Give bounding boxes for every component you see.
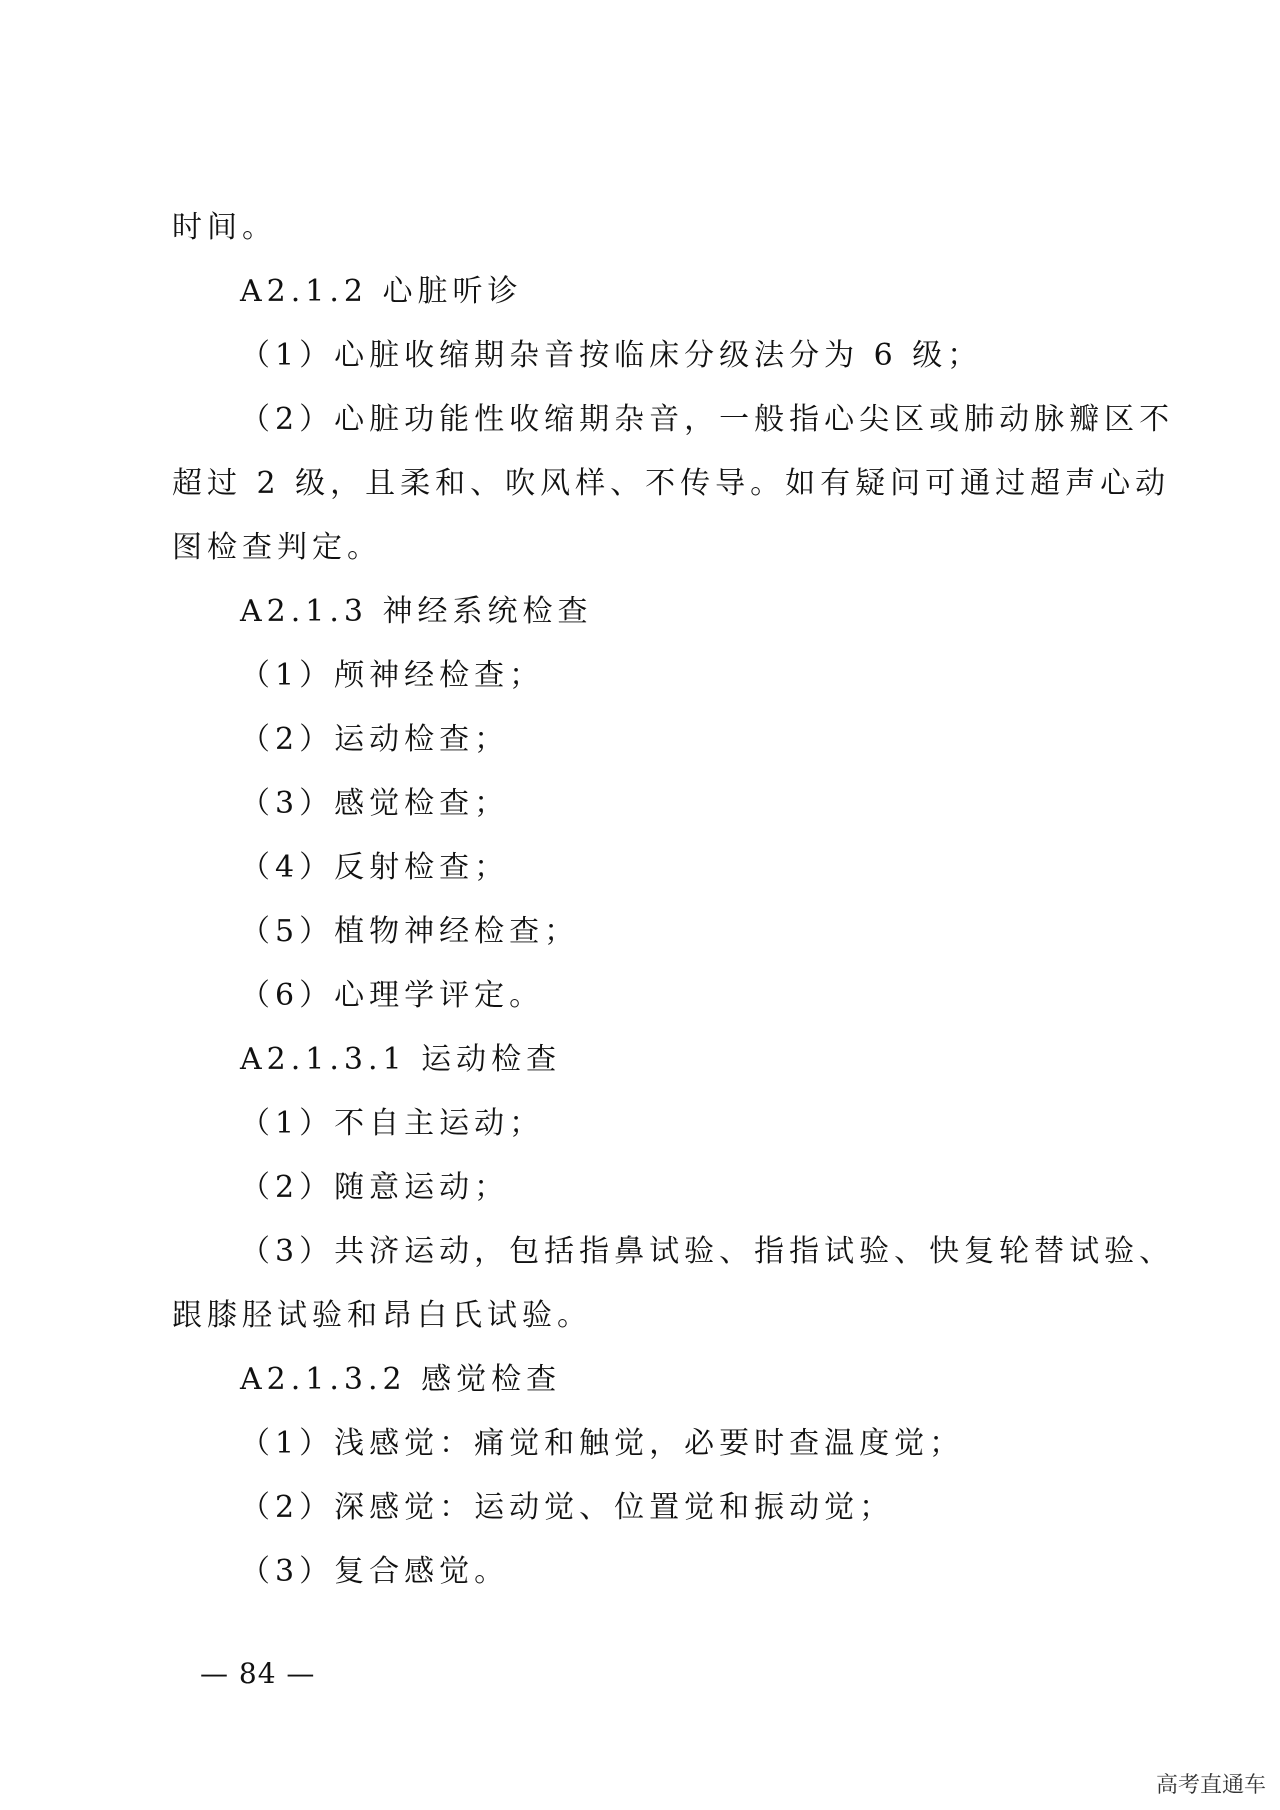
- list-item: （3）复合感觉。: [240, 1554, 510, 1589]
- section-heading: A2.1.3.1 运动检查: [240, 1042, 562, 1077]
- text-line: 图检查判定。: [172, 530, 382, 565]
- section-heading: A2.1.3 神经系统检查: [240, 594, 593, 629]
- list-item: （2）运动检查；: [240, 722, 510, 757]
- page-number: — 84 —: [200, 1657, 316, 1690]
- list-item: （1）心脏收缩期杂音按临床分级法分为 6 级；: [240, 338, 983, 373]
- list-item: （5）植物神经检查；: [240, 914, 580, 949]
- section-heading: A2.1.3.2 感觉检查: [240, 1362, 562, 1397]
- section-heading: A2.1.2 心脏听诊: [240, 274, 523, 309]
- list-item: （2）心脏功能性收缩期杂音，一般指心尖区或肺动脉瓣区不: [240, 402, 1175, 437]
- list-item: （2）随意运动；: [240, 1170, 510, 1205]
- list-item: （4）反射检查；: [240, 850, 510, 885]
- watermark-text: 高考直通车: [1155, 1773, 1266, 1798]
- text-line: 跟膝胫试验和昂白氏试验。: [172, 1298, 592, 1333]
- list-item: （6）心理学评定。: [240, 978, 545, 1013]
- list-item: （1）不自主运动；: [240, 1106, 545, 1141]
- text-line: 时间。: [172, 210, 277, 245]
- text-line: 超过 2 级，且柔和、吹风样、不传导。如有疑问可通过超声心动: [172, 466, 1171, 501]
- list-item: （1）浅感觉：痛觉和触觉，必要时查温度觉；: [240, 1426, 965, 1461]
- list-item: （1）颅神经检查；: [240, 658, 545, 693]
- list-item: （2）深感觉：运动觉、位置觉和振动觉；: [240, 1490, 895, 1525]
- list-item: （3）共济运动，包括指鼻试验、指指试验、快复轮替试验、: [240, 1234, 1175, 1269]
- list-item: （3）感觉检查；: [240, 786, 510, 821]
